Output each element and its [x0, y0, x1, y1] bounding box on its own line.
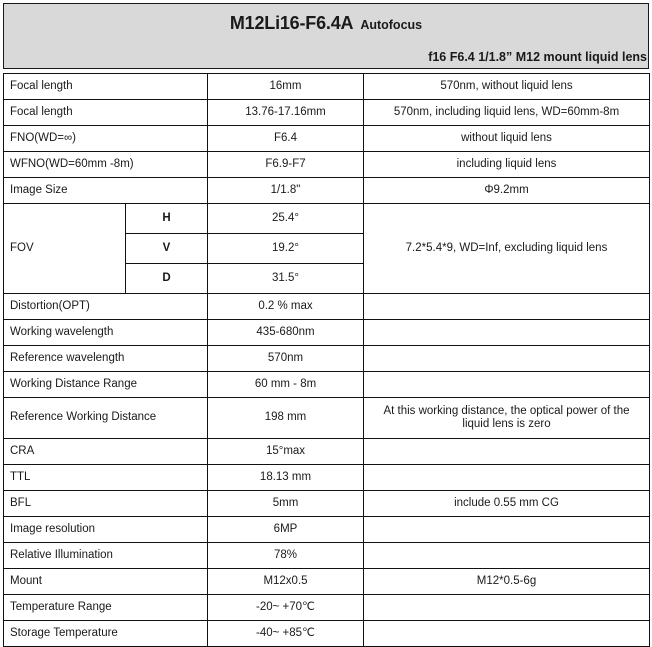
row-value: 13.76-17.16mm: [208, 100, 364, 126]
row-note: 570nm, without liquid lens: [364, 74, 650, 100]
row-label: TTL: [4, 465, 208, 491]
fov-value-h: 25.4°: [208, 204, 364, 234]
row-label: Relative Illumination: [4, 543, 208, 569]
product-subtitle: f16 F6.4 1/1.8” M12 mount liquid lens: [428, 50, 647, 64]
row-value: 15°max: [208, 439, 364, 465]
row-value: 78%: [208, 543, 364, 569]
row-note: [364, 465, 650, 491]
row-value: -40~ +85℃: [208, 621, 364, 647]
row-value: M12x0.5: [208, 569, 364, 595]
table-row: [4, 126, 650, 152]
table-row: [4, 294, 650, 320]
table-row: [4, 569, 650, 595]
table-row: [4, 74, 650, 100]
row-note: M12*0.5-6g: [364, 569, 650, 595]
fov-axis-v: V: [126, 234, 208, 264]
row-label: Focal length: [4, 74, 208, 100]
row-label: Distortion(OPT): [4, 294, 208, 320]
row-label: Storage Temperature: [4, 621, 208, 647]
table-row: [4, 398, 650, 439]
row-label: Focal length: [4, 100, 208, 126]
table-row: [4, 178, 650, 204]
row-label: Image Size: [4, 178, 208, 204]
table-row: [4, 621, 650, 647]
row-label: CRA: [4, 439, 208, 465]
row-value: 6MP: [208, 517, 364, 543]
row-note: [364, 621, 650, 647]
table-row: [4, 152, 650, 178]
fov-note: 7.2*5.4*9, WD=Inf, excluding liquid lens: [364, 204, 650, 294]
table-row: [4, 439, 650, 465]
row-value: 1/1.8": [208, 178, 364, 204]
row-label: Image resolution: [4, 517, 208, 543]
spec-sheet: [0, 3, 652, 644]
fov-axis-d: D: [126, 264, 208, 294]
row-label: Working Distance Range: [4, 372, 208, 398]
row-note: include 0.55 mm CG: [364, 491, 650, 517]
row-value: F6.9-F7: [208, 152, 364, 178]
fov-value-v: 19.2°: [208, 234, 364, 264]
row-label: Reference Working Distance: [4, 398, 208, 439]
table-row-fov-h: [4, 204, 650, 234]
row-label: Mount: [4, 569, 208, 595]
row-label: WFNO(WD=60mm -8m): [4, 152, 208, 178]
row-note: 570nm, including liquid lens, WD=60mm-8m: [364, 100, 650, 126]
fov-label: FOV: [4, 204, 126, 294]
row-note: Φ9.2mm: [364, 178, 650, 204]
row-value: 5mm: [208, 491, 364, 517]
title-block: [3, 3, 649, 69]
row-label: Temperature Range: [4, 595, 208, 621]
row-note: [364, 294, 650, 320]
row-value: 0.2 % max: [208, 294, 364, 320]
table-row: [4, 372, 650, 398]
row-note: including liquid lens: [364, 152, 650, 178]
row-note: At this working distance, the optical power of the liquid lens is zero: [364, 398, 650, 439]
row-value: F6.4: [208, 126, 364, 152]
table-row: [4, 517, 650, 543]
table-row: [4, 595, 650, 621]
row-note: [364, 517, 650, 543]
table-row: [4, 100, 650, 126]
row-value: 60 mm - 8m: [208, 372, 364, 398]
row-note: without liquid lens: [364, 126, 650, 152]
row-label: BFL: [4, 491, 208, 517]
page-title: [4, 13, 648, 34]
row-note: [364, 372, 650, 398]
row-note: [364, 595, 650, 621]
table-row: [4, 320, 650, 346]
row-value: 18.13 mm: [208, 465, 364, 491]
row-label: Reference wavelength: [4, 346, 208, 372]
fov-axis-h: H: [126, 204, 208, 234]
product-model: M12Li16-F6.4A: [229, 13, 354, 33]
focus-type-label: Autofocus: [360, 18, 423, 32]
row-value: -20~ +70℃: [208, 595, 364, 621]
row-note: [364, 543, 650, 569]
row-value: 435-680nm: [208, 320, 364, 346]
row-note: [364, 320, 650, 346]
spec-table-body: [4, 74, 650, 647]
row-note: [364, 346, 650, 372]
fov-value-d: 31.5°: [208, 264, 364, 294]
table-row: [4, 543, 650, 569]
row-value: 198 mm: [208, 398, 364, 439]
table-row: [4, 491, 650, 517]
table-row: [4, 465, 650, 491]
row-note: [364, 439, 650, 465]
table-row: [4, 346, 650, 372]
row-label: FNO(WD=∞): [4, 126, 208, 152]
row-label: Working wavelength: [4, 320, 208, 346]
row-value: 16mm: [208, 74, 364, 100]
row-value: 570nm: [208, 346, 364, 372]
specification-table: [3, 73, 650, 647]
